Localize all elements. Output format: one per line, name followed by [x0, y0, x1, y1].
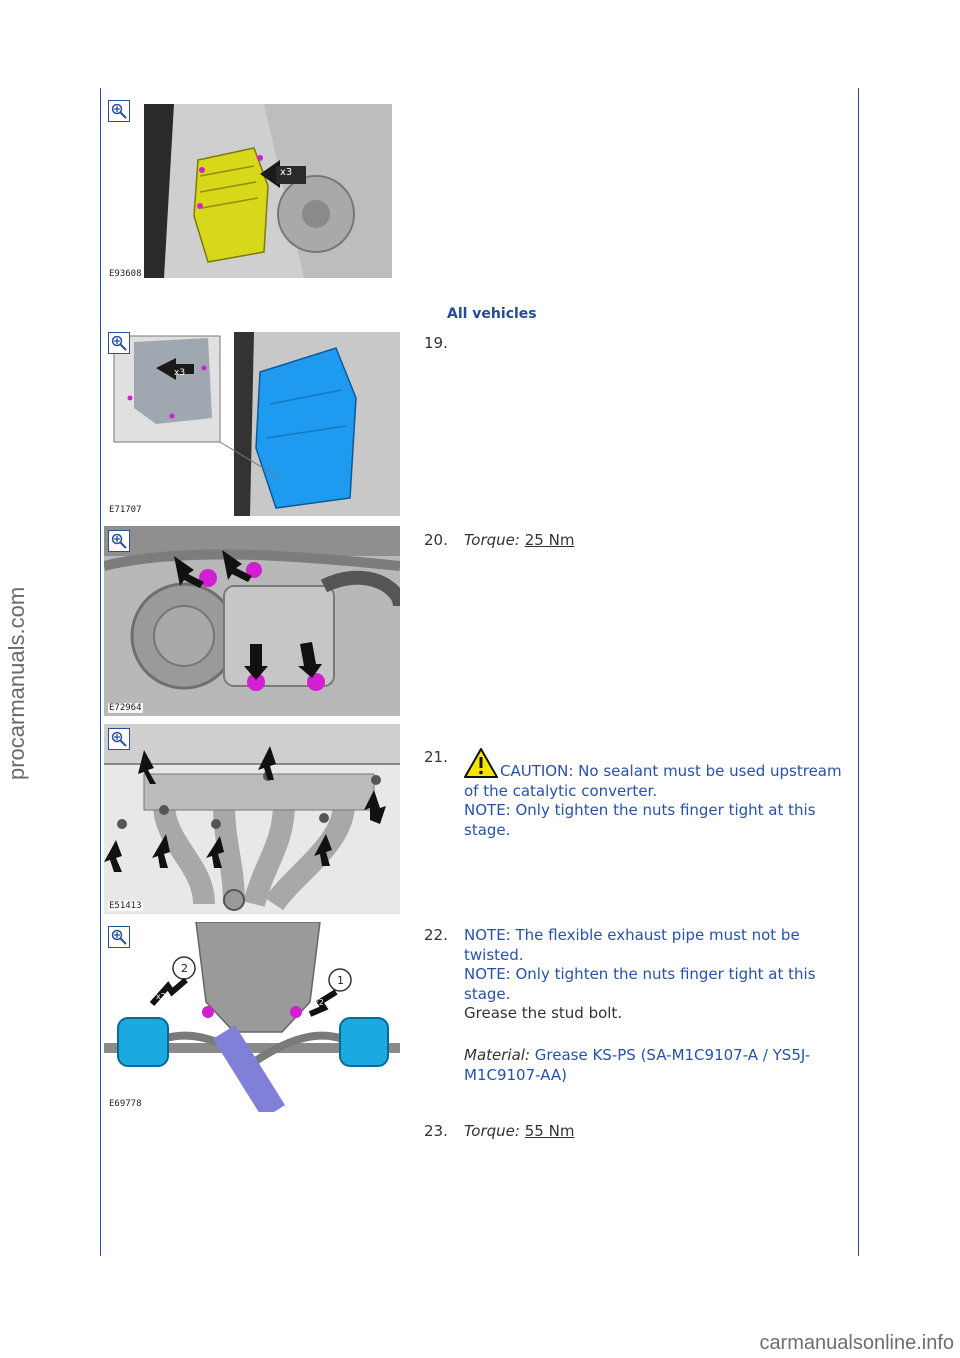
step-20 [424, 531, 844, 551]
torque-label: Torque: [464, 531, 520, 549]
step-23 [424, 1122, 844, 1142]
figure-e51413 [104, 724, 400, 914]
step-number: 20. [424, 531, 448, 549]
step-number: 22. [424, 926, 448, 944]
caution-triangle-icon [464, 748, 498, 778]
figure-code: E69778 [109, 1099, 142, 1109]
torque-value-link[interactable]: 25 Nm [524, 531, 575, 549]
material-line [464, 1046, 844, 1085]
zoom-icon[interactable] [108, 332, 130, 354]
callout-number-1: 1 [337, 974, 344, 987]
right-margin-rule [858, 88, 859, 1256]
instruction-text: Grease the stud bolt. [464, 1004, 623, 1023]
figure-code: E51413 [109, 901, 142, 911]
material-label: Material: [464, 1045, 530, 1064]
side-watermark: procarmanuals.com [4, 586, 29, 780]
figure-e71707 [104, 328, 400, 518]
zoom-icon[interactable] [108, 530, 130, 552]
step-number: 21. [424, 748, 448, 766]
zoom-icon[interactable] [108, 728, 130, 750]
callout-label: x3 [174, 368, 186, 378]
figure-e51413-illustration [104, 724, 400, 914]
callout-x2-right: x2 [314, 998, 324, 1007]
left-margin-rule [100, 88, 101, 1256]
figure-e69778-illustration [104, 922, 400, 1112]
figure-e93608 [104, 96, 394, 282]
material-value: Grease KS-PS (SA-M1C9107-A / YS5J-M1C9107-AA) [464, 1045, 811, 1084]
note-text: NOTE: The flexible exhaust pipe must not be twisted. [464, 926, 800, 964]
figure-e69778 [104, 922, 400, 1112]
figure-code: E72964 [109, 703, 142, 713]
figure-e72964-illustration [104, 526, 400, 716]
step-number: 19. [424, 334, 448, 352]
note-text: NOTE: Only tighten the nuts finger tight at this stage. [464, 965, 816, 1003]
note-text: NOTE: Only tighten the nuts finger tight at this stage. [464, 801, 816, 839]
zoom-icon[interactable] [108, 100, 130, 122]
bottom-watermark: carmanualsonline.info [759, 1332, 954, 1354]
step-21 [424, 748, 844, 840]
figure-code: E71707 [109, 505, 142, 515]
callout-number-2: 2 [181, 962, 188, 975]
figure-e93608-illustration [104, 96, 394, 282]
torque-value-link[interactable]: 55 Nm [524, 1122, 575, 1140]
caution-text: CAUTION: No sealant must be used upstream of the catalytic converter. [464, 748, 844, 801]
callout-label: x3 [280, 167, 293, 178]
step-number: 23. [424, 1122, 448, 1140]
figure-e71707-illustration [104, 328, 400, 518]
torque-label: Torque: [464, 1122, 520, 1140]
callout-x2-left: x2 [156, 992, 166, 1001]
figure-code: E93608 [109, 269, 142, 279]
section-heading: All vehicles [447, 306, 537, 322]
zoom-icon[interactable] [108, 926, 130, 948]
step-22 [424, 926, 844, 1085]
figure-e72964 [104, 526, 400, 716]
